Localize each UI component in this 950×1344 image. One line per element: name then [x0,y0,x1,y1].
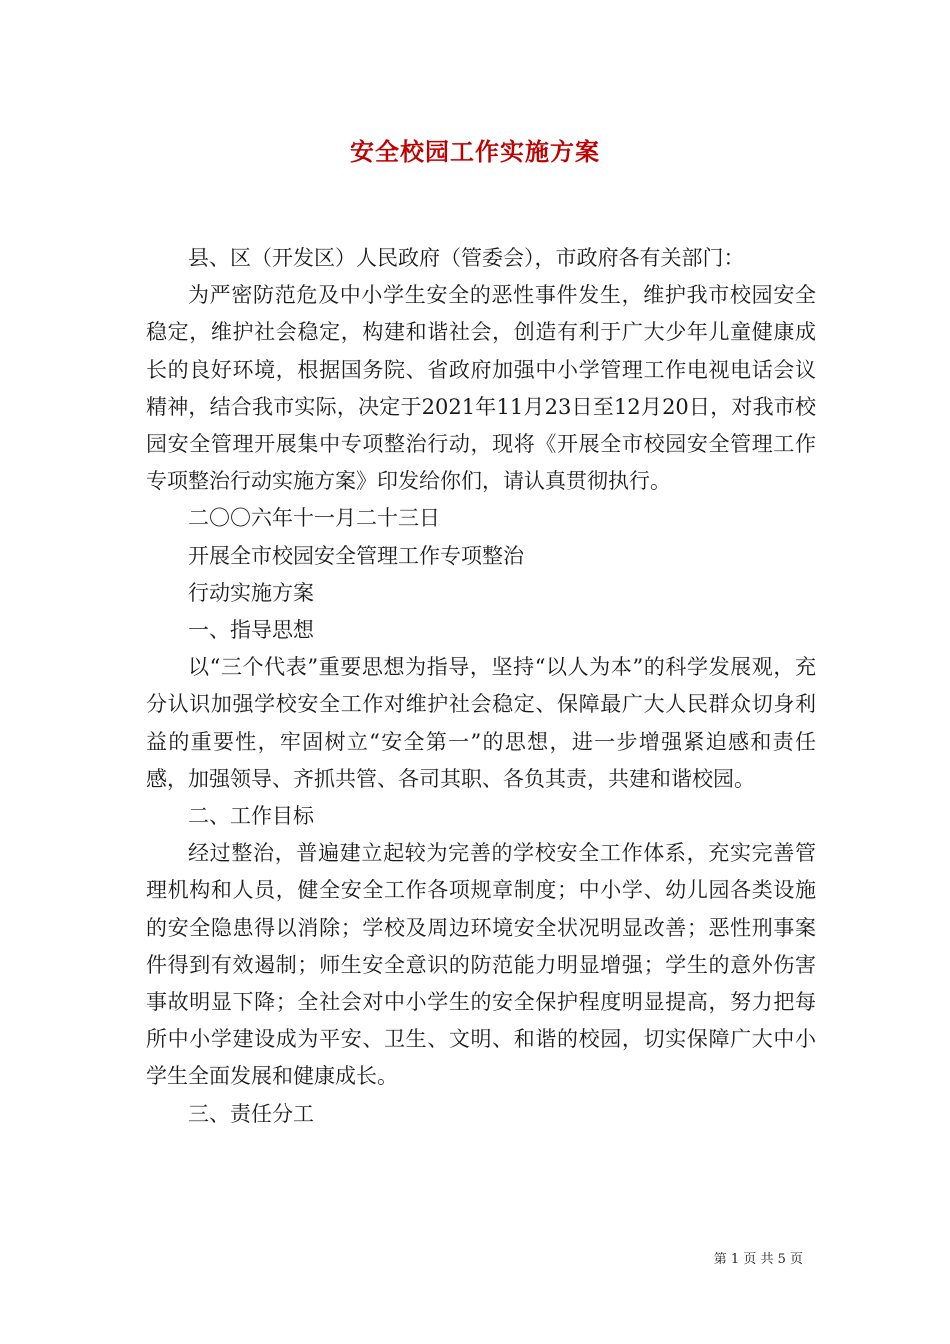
section-heading-3: 三、责任分工 [188,1101,314,1126]
subtitle-line-1: 开展全市校园安全管理工作专项整治 [188,543,524,568]
date-line: 二〇〇六年十一月二十三日 [188,506,440,531]
page-number: 第 1 页 共 5 页 [713,1252,803,1267]
document-title: 安全校园工作实施方案 [350,137,600,166]
paragraph-intro: 为严密防范危及中小学生安全的恶性事件发生，维护我市校园安全稳定，维护社会稳定，构建和谐社会，创造有利于广大少年儿童健康成长的良好环境，根据国务院、省政府加强中小学管理工作电视电话会议精神，结合我市实际，决定于2021年11月23日至12月20日，对我市校园安全管理开展集中专项整治行动，现将《开展全市校园安全管理工作专项整治行动实施方案》印发给你们，请认真贯彻执行。 [146,283,816,494]
paragraph-work-goals: 经过整治，普遍建立起较为完善的学校安全工作体系，充实完善管理机构和人员，健全安全工作各项规章制度；中小学、幼儿园各类设施的安全隐患得以消除；学校及周边环境安全状况明显改善；恶性刑事案件得到有效遏制；师生安全意识的防范能力明显增强；学生的意外伤害事故明显下降；全社会对中小学生的安全保护程度明显提高，努力把每所中小学建设成为平安、卫生、文明、和谐的校园，切实保障广大中小学生全面发展和健康成长。 [146,841,816,1089]
document-body [146,240,816,1133]
section-heading-1: 一、指导思想 [188,618,314,643]
paragraph-guiding-ideology: 以“三个代表”重要思想为指导，坚持“以人为本”的科学发展观，充分认识加强学校安全工作对维护社会稳定、保障最广大人民群众切身利益的重要性，牢固树立“安全第一”的思想，进一步增强紧迫感和责任感，加强领导、齐抓共管、各司其职、各负其责，共建和谐校园。 [146,655,816,791]
section-heading-2: 二、工作目标 [188,804,314,829]
subtitle-line-2: 行动实施方案 [188,580,314,605]
salutation: 县、区（开发区）人民政府（管委会），市政府各有关部门： [188,246,745,270]
